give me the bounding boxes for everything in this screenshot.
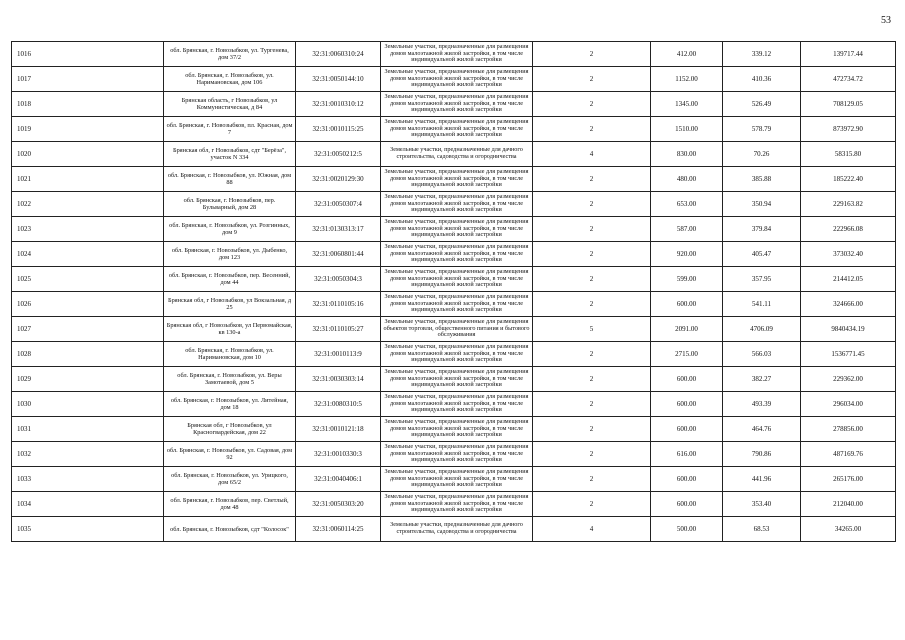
cadastral-value-cell: 9840434.19	[801, 317, 896, 342]
row-number-cell: 1027	[12, 317, 164, 342]
cadastral-number-cell: 32:31:0030303:14	[296, 367, 381, 392]
area-cell: 600.00	[651, 392, 723, 417]
cadastral-number-cell: 32:31:0050212:5	[296, 142, 381, 167]
cadastral-value-cell: 296034.00	[801, 392, 896, 417]
area-cell: 1345.00	[651, 92, 723, 117]
address-cell: обл. Брянская, г. Новозыбков, ул. Наримановская, дом 10	[164, 342, 296, 367]
cadastral-value-cell: 214412.05	[801, 267, 896, 292]
category-cell: 2	[533, 42, 651, 67]
land-use-cell: Земельные участки, предназначенные для размещения домов малоэтажной жилой застройки, в том числе индивидуальной жилой застройки	[381, 167, 533, 192]
cadastral-number-cell: 32:31:0050303:20	[296, 492, 381, 517]
area-cell: 2091.00	[651, 317, 723, 342]
category-cell: 2	[533, 417, 651, 442]
address-cell: обл. Брянская, г. Новозыбков, пер. Бульварный, дом 28	[164, 192, 296, 217]
land-use-cell: Земельные участки, предназначенные для размещения домов малоэтажной жилой застройки, в том числе индивидуальной жилой застройки	[381, 92, 533, 117]
cadastral-value-cell: 1536771.45	[801, 342, 896, 367]
cadastral-number-cell: 32:31:0060310:24	[296, 42, 381, 67]
cadastral-number-cell: 32:31:0060801:44	[296, 242, 381, 267]
category-cell: 2	[533, 117, 651, 142]
land-use-cell: Земельные участки, предназначенные для размещения домов малоэтажной жилой застройки, в том числе индивидуальной жилой застройки	[381, 442, 533, 467]
address-cell: обл. Брянская, г. Новозыбков, пер. Весенний, дом 44	[164, 267, 296, 292]
cadastral-value-cell: 222966.08	[801, 217, 896, 242]
cadastral-value-cell: 229362.00	[801, 367, 896, 392]
cadastral-number-cell: 32:31:0010115:25	[296, 117, 381, 142]
table-row	[12, 267, 896, 292]
address-cell: Брянская область, г Новозыбков, ул Коммунистическая, д 84	[164, 92, 296, 117]
table-row	[12, 417, 896, 442]
table-row	[12, 367, 896, 392]
specific-value-cell: 4706.09	[723, 317, 801, 342]
specific-value-cell: 379.84	[723, 217, 801, 242]
address-cell: обл. Брянская, г. Новозыбков, ул. Веры Замотаевой, дом 5	[164, 367, 296, 392]
page-number: 53	[881, 15, 891, 26]
row-number-cell: 1031	[12, 417, 164, 442]
category-cell: 2	[533, 342, 651, 367]
land-use-cell: Земельные участки, предназначенные для дачного строительства, садоводства и огородничества	[381, 142, 533, 167]
cadastral-value-cell: 373032.40	[801, 242, 896, 267]
cadastral-number-cell: 32:31:0050144:10	[296, 67, 381, 92]
land-use-cell: Земельные участки, предназначенные для размещения домов малоэтажной жилой застройки, в том числе индивидуальной жилой застройки	[381, 267, 533, 292]
area-cell: 599.00	[651, 267, 723, 292]
category-cell: 5	[533, 317, 651, 342]
table-body	[12, 42, 896, 542]
address-cell: обл. Брянская, г. Новозыбков, ул. Урицкого, дом 65/2	[164, 467, 296, 492]
row-number-cell: 1020	[12, 142, 164, 167]
area-cell: 653.00	[651, 192, 723, 217]
address-cell: Брянская обл, г Новозыбков, ул Красногвардейская, дом 22	[164, 417, 296, 442]
address-cell: обл. Брянская, г. Новозыбков, ул. Южная, дом 88	[164, 167, 296, 192]
table-row	[12, 242, 896, 267]
area-cell: 616.00	[651, 442, 723, 467]
cadastral-value-cell: 139717.44	[801, 42, 896, 67]
specific-value-cell: 385.88	[723, 167, 801, 192]
specific-value-cell: 541.11	[723, 292, 801, 317]
area-cell: 600.00	[651, 417, 723, 442]
area-cell: 600.00	[651, 467, 723, 492]
row-number-cell: 1026	[12, 292, 164, 317]
area-cell: 412.00	[651, 42, 723, 67]
cadastral-value-cell: 265176.00	[801, 467, 896, 492]
address-cell: обл. Брянская, г. Новозыбков, ул. Тургенева, дом 37/2	[164, 42, 296, 67]
table-row	[12, 192, 896, 217]
land-use-cell: Земельные участки, предназначенные для размещения домов малоэтажной жилой застройки, в том числе индивидуальной жилой застройки	[381, 242, 533, 267]
area-cell: 500.00	[651, 517, 723, 542]
table-row	[12, 142, 896, 167]
specific-value-cell: 405.47	[723, 242, 801, 267]
category-cell: 2	[533, 442, 651, 467]
area-cell: 2715.00	[651, 342, 723, 367]
specific-value-cell: 566.03	[723, 342, 801, 367]
land-use-cell: Земельные участки, предназначенные для размещения домов малоэтажной жилой застройки, в том числе индивидуальной жилой застройки	[381, 292, 533, 317]
row-number-cell: 1025	[12, 267, 164, 292]
table-row	[12, 117, 896, 142]
row-number-cell: 1024	[12, 242, 164, 267]
address-cell: Брянская обл, г Новозыбков, сдт "Берёза", участок N 334	[164, 142, 296, 167]
specific-value-cell: 350.94	[723, 192, 801, 217]
land-use-cell: Земельные участки, предназначенные для размещения домов малоэтажной жилой застройки, в том числе индивидуальной жилой застройки	[381, 342, 533, 367]
cadastral-number-cell: 32:31:0080310:5	[296, 392, 381, 417]
specific-value-cell: 339.12	[723, 42, 801, 67]
cadastral-value-cell: 487169.76	[801, 442, 896, 467]
land-use-cell: Земельные участки, предназначенные для размещения домов малоэтажной жилой застройки, в том числе индивидуальной жилой застройки	[381, 192, 533, 217]
specific-value-cell: 68.53	[723, 517, 801, 542]
cadastral-number-cell: 32:31:0130313:17	[296, 217, 381, 242]
table-row	[12, 217, 896, 242]
land-use-cell: Земельные участки, предназначенные для размещения домов малоэтажной жилой застройки, в том числе индивидуальной жилой застройки	[381, 467, 533, 492]
row-number-cell: 1023	[12, 217, 164, 242]
specific-value-cell: 70.26	[723, 142, 801, 167]
cadastral-value-cell: 185222.40	[801, 167, 896, 192]
land-use-cell: Земельные участки, предназначенные для размещения домов малоэтажной жилой застройки, в том числе индивидуальной жилой застройки	[381, 392, 533, 417]
cadastral-number-cell: 32:31:0110105:27	[296, 317, 381, 342]
table-row	[12, 42, 896, 67]
cadastral-value-cell: 873972.90	[801, 117, 896, 142]
cadastral-number-cell: 32:31:0010121:18	[296, 417, 381, 442]
row-number-cell: 1029	[12, 367, 164, 392]
row-number-cell: 1035	[12, 517, 164, 542]
area-cell: 830.00	[651, 142, 723, 167]
cadastral-number-cell: 32:31:0050307:4	[296, 192, 381, 217]
row-number-cell: 1033	[12, 467, 164, 492]
specific-value-cell: 353.40	[723, 492, 801, 517]
row-number-cell: 1021	[12, 167, 164, 192]
category-cell: 2	[533, 217, 651, 242]
row-number-cell: 1032	[12, 442, 164, 467]
address-cell: обл. Брянская, г. Новозыбков, ул. Садовая, дом 92	[164, 442, 296, 467]
table-row	[12, 292, 896, 317]
cadastral-value-cell: 278856.00	[801, 417, 896, 442]
table-row	[12, 442, 896, 467]
land-use-cell: Земельные участки, предназначенные для размещения домов малоэтажной жилой застройки, в том числе индивидуальной жилой застройки	[381, 217, 533, 242]
cadastral-number-cell: 32:31:0050304:3	[296, 267, 381, 292]
land-use-cell: Земельные участки, предназначенные для размещения домов малоэтажной жилой застройки, в том числе индивидуальной жилой застройки	[381, 417, 533, 442]
category-cell: 2	[533, 167, 651, 192]
cadastral-number-cell: 32:31:0020129:30	[296, 167, 381, 192]
row-number-cell: 1030	[12, 392, 164, 417]
address-cell: обл. Брянская, г. Новозыбков, пл. Красная, дом 7	[164, 117, 296, 142]
category-cell: 2	[533, 267, 651, 292]
row-number-cell: 1022	[12, 192, 164, 217]
land-use-cell: Земельные участки, предназначенные для размещения домов малоэтажной жилой застройки, в том числе индивидуальной жилой застройки	[381, 42, 533, 67]
category-cell: 2	[533, 392, 651, 417]
cadastral-value-cell: 58315.80	[801, 142, 896, 167]
table-row	[12, 317, 896, 342]
address-cell: обл. Брянская, г. Новозыбков, ул. Литейная, дом 18	[164, 392, 296, 417]
table-row	[12, 92, 896, 117]
category-cell: 2	[533, 292, 651, 317]
category-cell: 2	[533, 242, 651, 267]
specific-value-cell: 357.95	[723, 267, 801, 292]
address-cell: обл. Брянская, г. Новозыбков, ул. Дыбенко, дом 123	[164, 242, 296, 267]
cadastral-value-cell: 324666.00	[801, 292, 896, 317]
land-use-cell: Земельные участки, предназначенные для размещения домов малоэтажной жилой застройки, в том числе индивидуальной жилой застройки	[381, 117, 533, 142]
specific-value-cell: 382.27	[723, 367, 801, 392]
cadastral-number-cell: 32:31:0010310:12	[296, 92, 381, 117]
area-cell: 600.00	[651, 292, 723, 317]
category-cell: 2	[533, 92, 651, 117]
address-cell: обл. Брянская, г. Новозыбков, ул. Розгинных, дом 9	[164, 217, 296, 242]
row-number-cell: 1017	[12, 67, 164, 92]
category-cell: 4	[533, 142, 651, 167]
table-row	[12, 467, 896, 492]
area-cell: 600.00	[651, 367, 723, 392]
cadastral-number-cell: 32:31:0060114:25	[296, 517, 381, 542]
area-cell: 587.00	[651, 217, 723, 242]
address-cell: обл. Брянская, г. Новозыбков, ул. Наримановская, дом 106	[164, 67, 296, 92]
cadastral-number-cell: 32:31:0010330:3	[296, 442, 381, 467]
row-number-cell: 1034	[12, 492, 164, 517]
row-number-cell: 1016	[12, 42, 164, 67]
cadastral-value-cell: 212040.00	[801, 492, 896, 517]
cadastral-number-cell: 32:31:0110105:16	[296, 292, 381, 317]
table-row	[12, 517, 896, 542]
category-cell: 2	[533, 192, 651, 217]
cadastral-value-cell: 708129.05	[801, 92, 896, 117]
specific-value-cell: 464.76	[723, 417, 801, 442]
cadastral-number-cell: 32:31:0040406:1	[296, 467, 381, 492]
category-cell: 4	[533, 517, 651, 542]
land-use-cell: Земельные участки, предназначенные для размещения домов малоэтажной жилой застройки, в том числе индивидуальной жилой застройки	[381, 367, 533, 392]
category-cell: 2	[533, 367, 651, 392]
specific-value-cell: 441.96	[723, 467, 801, 492]
address-cell: Брянская обл, г Новозыбков, ул Вокзальная, д 25	[164, 292, 296, 317]
area-cell: 600.00	[651, 492, 723, 517]
address-cell: Брянская обл, г Новозыбков, ул Первомайская, кв 130-а	[164, 317, 296, 342]
land-registry-table	[11, 41, 896, 542]
table-row	[12, 342, 896, 367]
cadastral-number-cell: 32:31:0010113:9	[296, 342, 381, 367]
land-use-cell: Земельные участки, предназначенные для размещения домов малоэтажной жилой застройки, в том числе индивидуальной жилой застройки	[381, 67, 533, 92]
table-row	[12, 392, 896, 417]
row-number-cell: 1028	[12, 342, 164, 367]
land-use-cell: Земельные участки, предназначенные для размещения объектов торговли, общественного питания и бытового обслуживания	[381, 317, 533, 342]
area-cell: 1510.00	[651, 117, 723, 142]
category-cell: 2	[533, 492, 651, 517]
cadastral-value-cell: 472734.72	[801, 67, 896, 92]
address-cell: обл. Брянская, г. Новозыбков, сдт "Колосок"	[164, 517, 296, 542]
address-cell: обл. Брянская, г. Новозыбков, пер. Светлый, дом 48	[164, 492, 296, 517]
specific-value-cell: 578.79	[723, 117, 801, 142]
cadastral-value-cell: 229163.82	[801, 192, 896, 217]
table-row	[12, 167, 896, 192]
land-use-cell: Земельные участки, предназначенные для размещения домов малоэтажной жилой застройки, в том числе индивидуальной жилой застройки	[381, 492, 533, 517]
row-number-cell: 1019	[12, 117, 164, 142]
category-cell: 2	[533, 67, 651, 92]
land-use-cell: Земельные участки, предназначенные для дачного строительства, садоводства и огородничества	[381, 517, 533, 542]
category-cell: 2	[533, 467, 651, 492]
table-row	[12, 492, 896, 517]
area-cell: 1152.00	[651, 67, 723, 92]
area-cell: 920.00	[651, 242, 723, 267]
table-row	[12, 67, 896, 92]
area-cell: 480.00	[651, 167, 723, 192]
cadastral-value-cell: 34265.00	[801, 517, 896, 542]
specific-value-cell: 790.86	[723, 442, 801, 467]
specific-value-cell: 410.36	[723, 67, 801, 92]
row-number-cell: 1018	[12, 92, 164, 117]
specific-value-cell: 493.39	[723, 392, 801, 417]
specific-value-cell: 526.49	[723, 92, 801, 117]
